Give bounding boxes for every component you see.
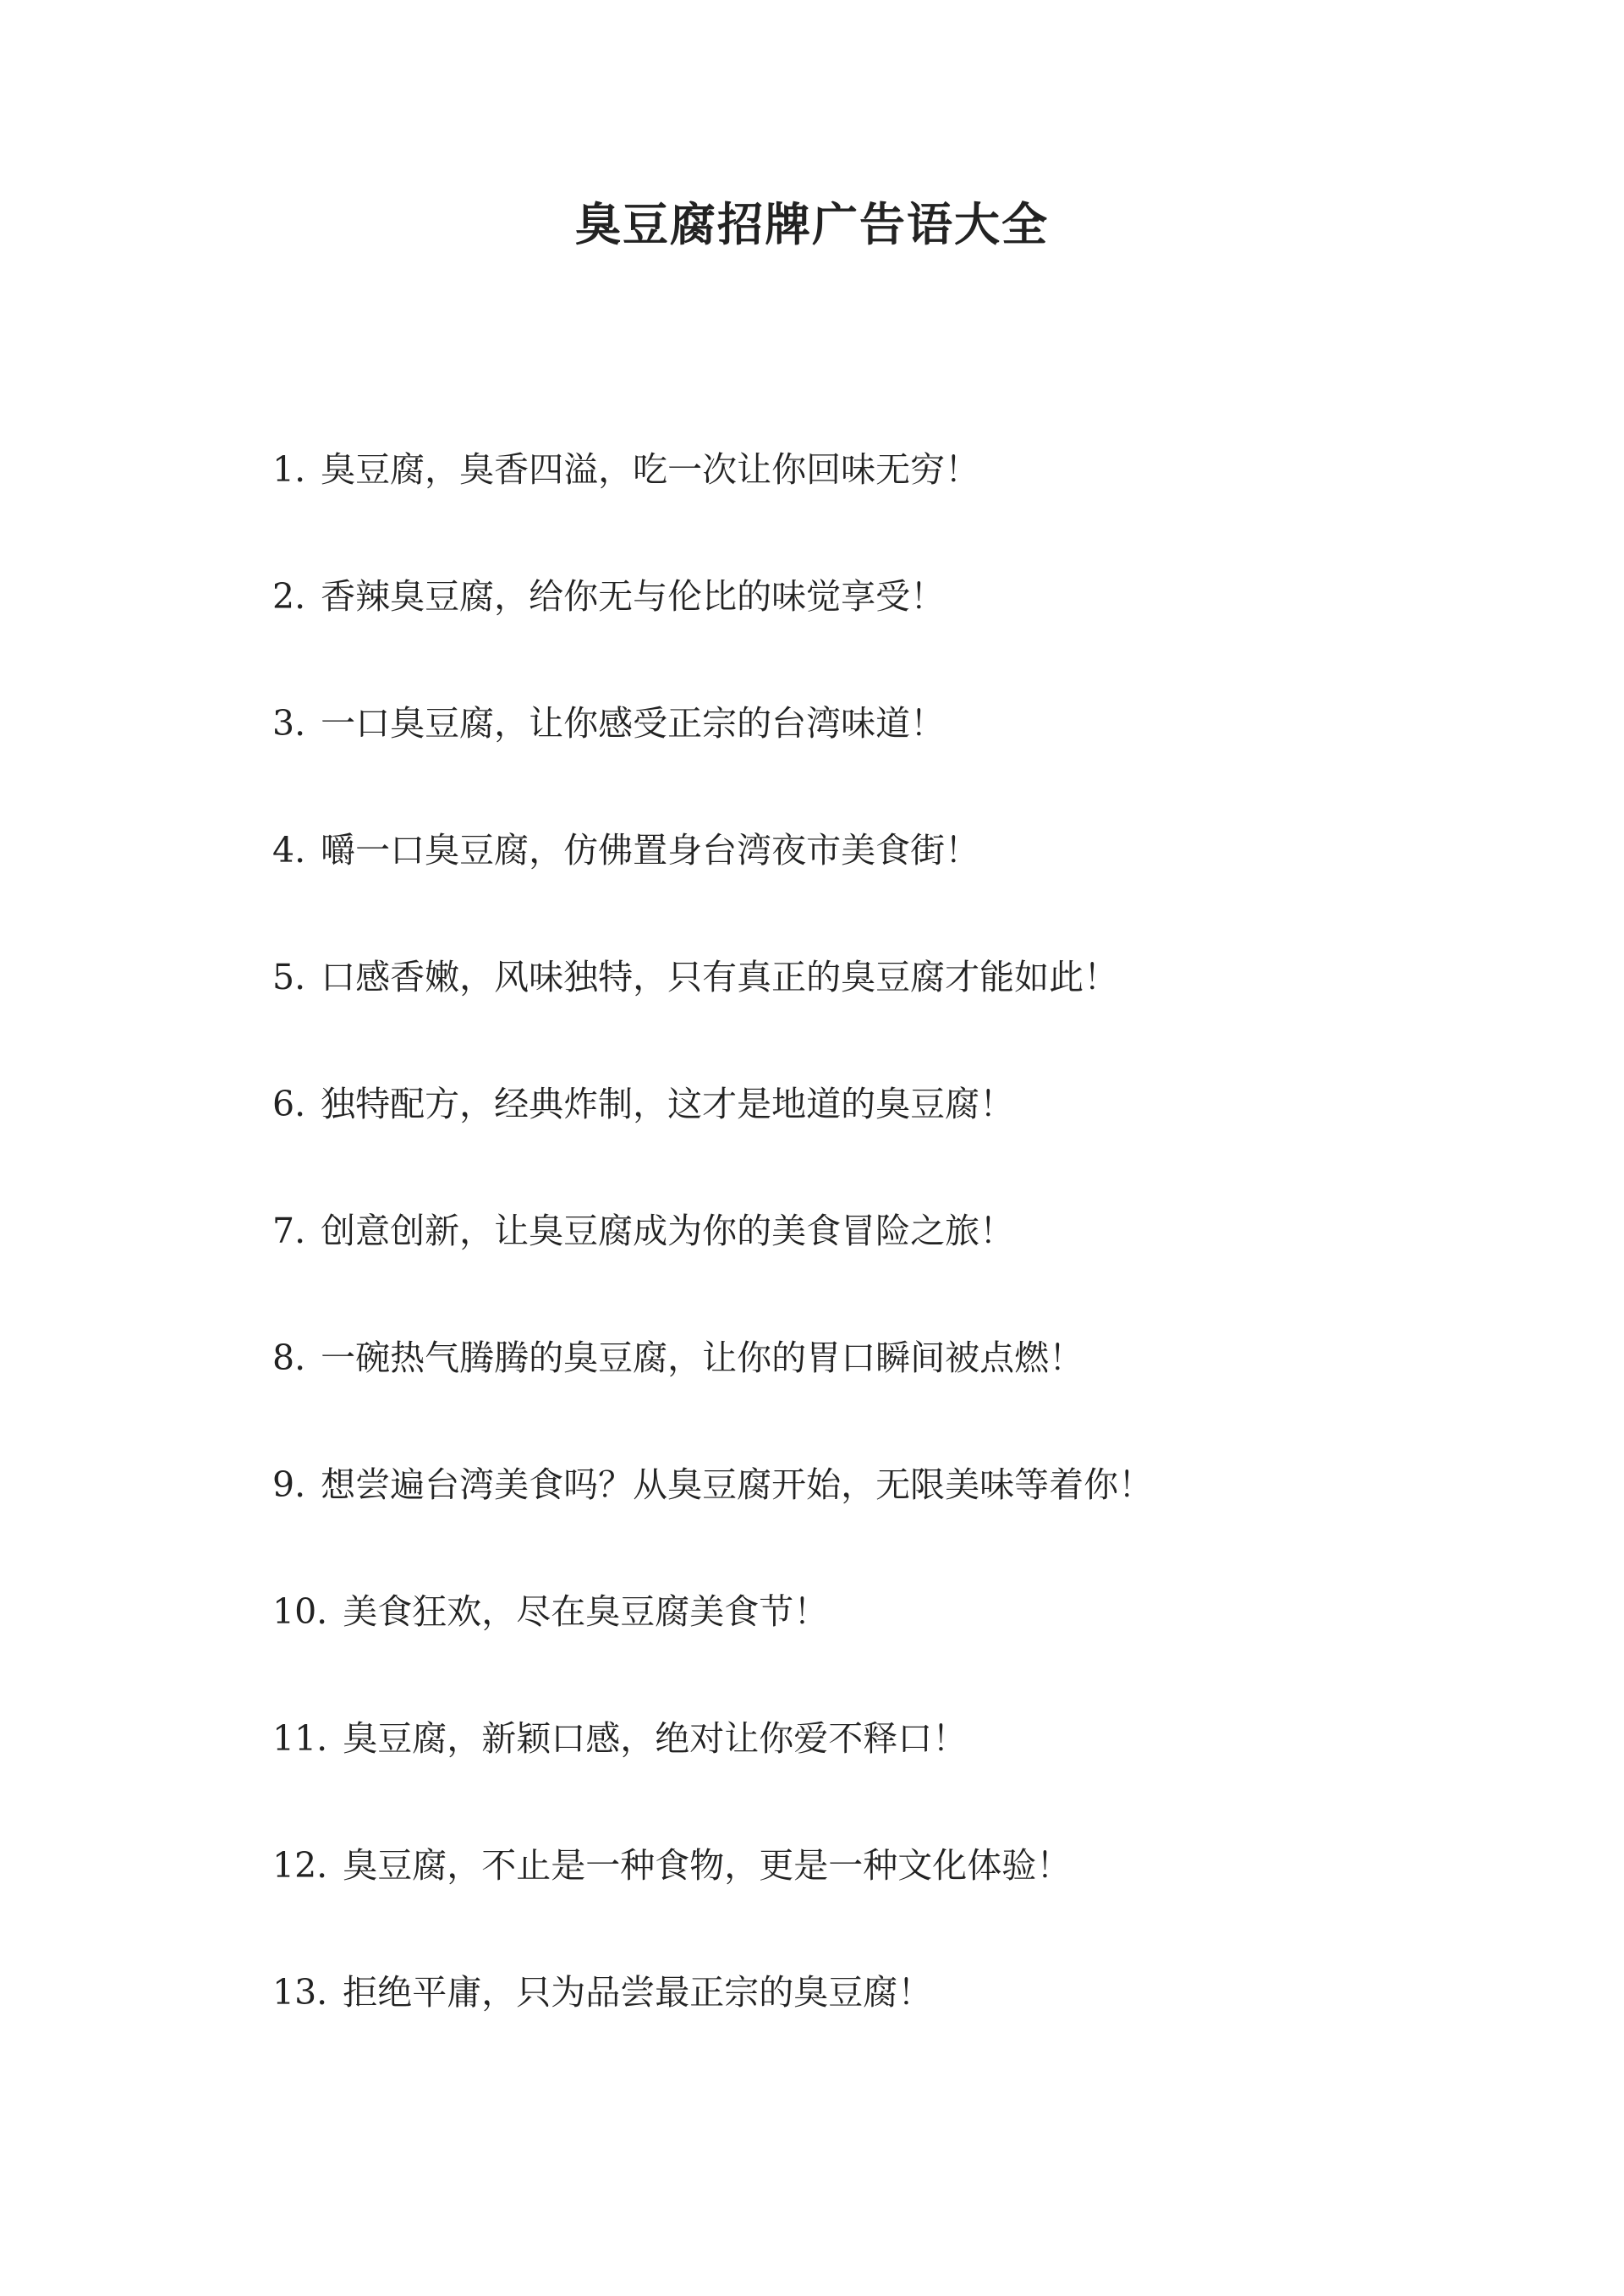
item-text: 嚼一口臭豆腐，仿佛置身台湾夜市美食街！ <box>321 830 980 871</box>
list-item <box>272 694 1499 821</box>
item-number: 10. <box>272 1591 328 1632</box>
item-text: 独特配方，经典炸制，这才是地道的臭豆腐！ <box>321 1084 1015 1124</box>
item-text: 一口臭豆腐，让你感受正宗的台湾味道！ <box>321 703 946 744</box>
list-item <box>272 948 1499 1074</box>
list-item <box>272 440 1499 567</box>
item-text: 臭豆腐，新颖口感，绝对让你爱不释口！ <box>343 1718 968 1759</box>
list-item <box>272 1709 1499 1836</box>
item-number: 1. <box>272 449 306 490</box>
list-item <box>272 1201 1499 1328</box>
item-number: 7. <box>272 1211 306 1251</box>
list-item <box>272 1328 1499 1455</box>
item-number: 6. <box>272 1084 306 1124</box>
item-text: 创意创新，让臭豆腐成为你的美食冒险之旅！ <box>321 1211 1015 1251</box>
item-text: 拒绝平庸，只为品尝最正宗的臭豆腐！ <box>343 1972 933 2013</box>
list-item <box>272 1582 1499 1709</box>
list-item <box>272 567 1499 694</box>
item-number: 11. <box>272 1718 328 1759</box>
item-text: 想尝遍台湾美食吗？从臭豆腐开始，无限美味等着你！ <box>321 1464 1154 1505</box>
item-number: 3. <box>272 703 306 744</box>
item-number: 13. <box>272 1972 328 2013</box>
item-text: 一碗热气腾腾的臭豆腐，让你的胃口瞬间被点燃！ <box>321 1338 1084 1378</box>
item-text: 美食狂欢，尽在臭豆腐美食节！ <box>343 1591 829 1632</box>
list-item <box>272 1455 1499 1582</box>
list-item <box>272 1963 1499 2090</box>
item-number: 12. <box>272 1845 328 1886</box>
list-item <box>272 821 1499 948</box>
item-text: 香辣臭豆腐，给你无与伦比的味觉享受！ <box>321 576 946 617</box>
item-text: 臭豆腐，不止是一种食物，更是一种文化体验！ <box>343 1845 1072 1886</box>
item-number: 4. <box>272 830 306 871</box>
page-title: 臭豆腐招牌广告语大全 <box>575 197 1049 251</box>
slogan-list <box>272 440 1499 2090</box>
item-number: 9. <box>272 1464 306 1505</box>
list-item <box>272 1074 1499 1201</box>
item-text: 口感香嫩，风味独特，只有真正的臭豆腐才能如此！ <box>321 957 1119 997</box>
item-number: 8. <box>272 1338 306 1378</box>
item-number: 5. <box>272 957 306 997</box>
item-number: 2. <box>272 576 306 617</box>
item-text: 臭豆腐，臭香四溢，吃一次让你回味无穷！ <box>321 449 980 490</box>
list-item <box>272 1836 1499 1963</box>
